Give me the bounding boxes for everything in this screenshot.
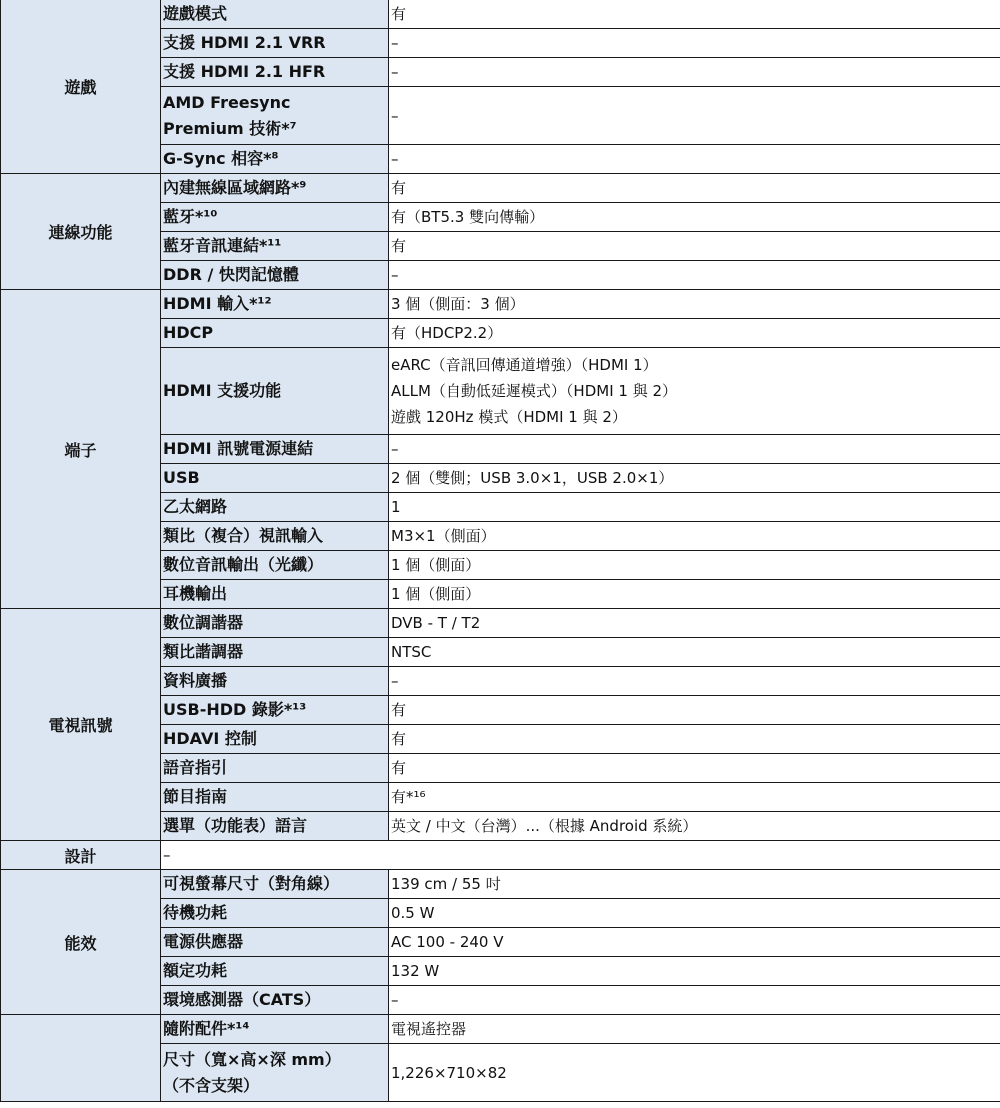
- value-cell: –: [389, 261, 1000, 290]
- value-cell: NTSC: [389, 638, 1000, 667]
- table-row: [1, 174, 1000, 203]
- feature-cell: 資料廣播: [161, 667, 389, 696]
- feature-cell: 選單（功能表）語言: [161, 812, 389, 841]
- value-cell: 0.5 W: [389, 899, 1000, 928]
- feature-cell: HDMI 支援功能: [161, 348, 389, 435]
- feature-cell: 數位音訊輸出（光纖）: [161, 551, 389, 580]
- table-row: [1, 290, 1000, 319]
- feature-cell: HDMI 訊號電源連結: [161, 435, 389, 464]
- category-cell: 電視訊號: [1, 609, 161, 841]
- value-cell: 1: [389, 493, 1000, 522]
- feature-line: 尺寸（寬×高×深 mm）: [163, 1049, 341, 1069]
- feature-cell: 乙太網路: [161, 493, 389, 522]
- value-cell: 3 個（側面：3 個）: [389, 290, 1000, 319]
- feature-cell: USB-HDD 錄影*¹³: [161, 696, 389, 725]
- table-row: [1, 870, 1000, 899]
- feature-cell: [161, 87, 389, 145]
- value-cell: 2 個（雙側；USB 3.0×1，USB 2.0×1）: [389, 464, 1000, 493]
- category-cell: 遊戲: [1, 0, 161, 174]
- value-cell: 1,226×710×82: [389, 1044, 1000, 1102]
- feature-cell: DDR / 快閃記憶體: [161, 261, 389, 290]
- feature-cell: 節目指南: [161, 783, 389, 812]
- value-cell: 139 cm / 55 吋: [389, 870, 1000, 899]
- category-cell: 設計: [1, 841, 161, 870]
- value-cell: 英文 / 中文（台灣）...（根據 Android 系統）: [389, 812, 1000, 841]
- category-cell: 能效: [1, 870, 161, 1015]
- feature-line: AMD Freesync: [163, 92, 291, 112]
- value-cell: 1 個（側面）: [389, 580, 1000, 609]
- feature-cell: 藍牙音訊連結*¹¹: [161, 232, 389, 261]
- value-cell: –: [389, 667, 1000, 696]
- feature-cell: HDAVI 控制: [161, 725, 389, 754]
- value-line: 遊戲 120Hz 模式（HDMI 1 與 2）: [391, 408, 627, 426]
- feature-cell: 支援 HDMI 2.1 HFR: [161, 58, 389, 87]
- feature-cell: 待機功耗: [161, 899, 389, 928]
- value-cell: 有: [389, 174, 1000, 203]
- feature-cell: 內建無線區域網路*⁹: [161, 174, 389, 203]
- value-cell: 1 個（側面）: [389, 551, 1000, 580]
- value-cell: M3×1（側面）: [389, 522, 1000, 551]
- category-cell: [1, 1015, 161, 1102]
- table-row: [1, 841, 1000, 870]
- feature-cell: 類比諧調器: [161, 638, 389, 667]
- feature-cell: HDMI 輸入*¹²: [161, 290, 389, 319]
- value-cell: 有: [389, 0, 1000, 29]
- value-line: eARC（音訊回傳通道增強）（HDMI 1）: [391, 356, 658, 374]
- feature-cell: 環境感測器（CATS）: [161, 986, 389, 1015]
- feature-cell: 遊戲模式: [161, 0, 389, 29]
- value-cell: 有: [389, 696, 1000, 725]
- feature-cell: USB: [161, 464, 389, 493]
- table-row: [1, 1015, 1000, 1044]
- value-line: ALLM（自動低延遲模式）（HDMI 1 與 2）: [391, 382, 678, 400]
- table-row: [1, 609, 1000, 638]
- feature-cell: 隨附配件*¹⁴: [161, 1015, 389, 1044]
- table-row: [1, 0, 1000, 29]
- value-cell: –: [389, 145, 1000, 174]
- value-cell: –: [389, 58, 1000, 87]
- feature-cell: 數位調諧器: [161, 609, 389, 638]
- value-cell: –: [389, 435, 1000, 464]
- value-cell: –: [389, 87, 1000, 145]
- value-cell: 有（BT5.3 雙向傳輸）: [389, 203, 1000, 232]
- category-cell: 端子: [1, 290, 161, 609]
- value-cell: [389, 348, 1000, 435]
- value-cell: DVB - T / T2: [389, 609, 1000, 638]
- feature-cell: 藍牙*¹⁰: [161, 203, 389, 232]
- feature-cell: 可視螢幕尺寸（對角線）: [161, 870, 389, 899]
- feature-cell: 額定功耗: [161, 957, 389, 986]
- value-cell: AC 100 - 240 V: [389, 928, 1000, 957]
- category-cell: 連線功能: [1, 174, 161, 290]
- value-cell: –: [389, 986, 1000, 1015]
- value-cell: 有: [389, 232, 1000, 261]
- value-cell: 有: [389, 725, 1000, 754]
- feature-cell: 類比（複合）視訊輸入: [161, 522, 389, 551]
- feature-cell: 語音指引: [161, 754, 389, 783]
- feature-line: Premium 技術*⁷: [163, 118, 297, 138]
- feature-cell: G-Sync 相容*⁸: [161, 145, 389, 174]
- feature-cell: 耳機輸出: [161, 580, 389, 609]
- feature-line: （不含支架）: [163, 1075, 260, 1095]
- feature-cell: 電源供應器: [161, 928, 389, 957]
- value-cell: 有（HDCP2.2）: [389, 319, 1000, 348]
- value-cell: –: [389, 29, 1000, 58]
- value-cell: 電視遙控器: [389, 1015, 1000, 1044]
- feature-cell: HDCP: [161, 319, 389, 348]
- value-cell: 有*¹⁶: [389, 783, 1000, 812]
- feature-cell: [161, 1044, 389, 1102]
- value-cell: 132 W: [389, 957, 1000, 986]
- value-cell: 有: [389, 754, 1000, 783]
- value-cell: –: [161, 841, 1000, 870]
- feature-cell: 支援 HDMI 2.1 VRR: [161, 29, 389, 58]
